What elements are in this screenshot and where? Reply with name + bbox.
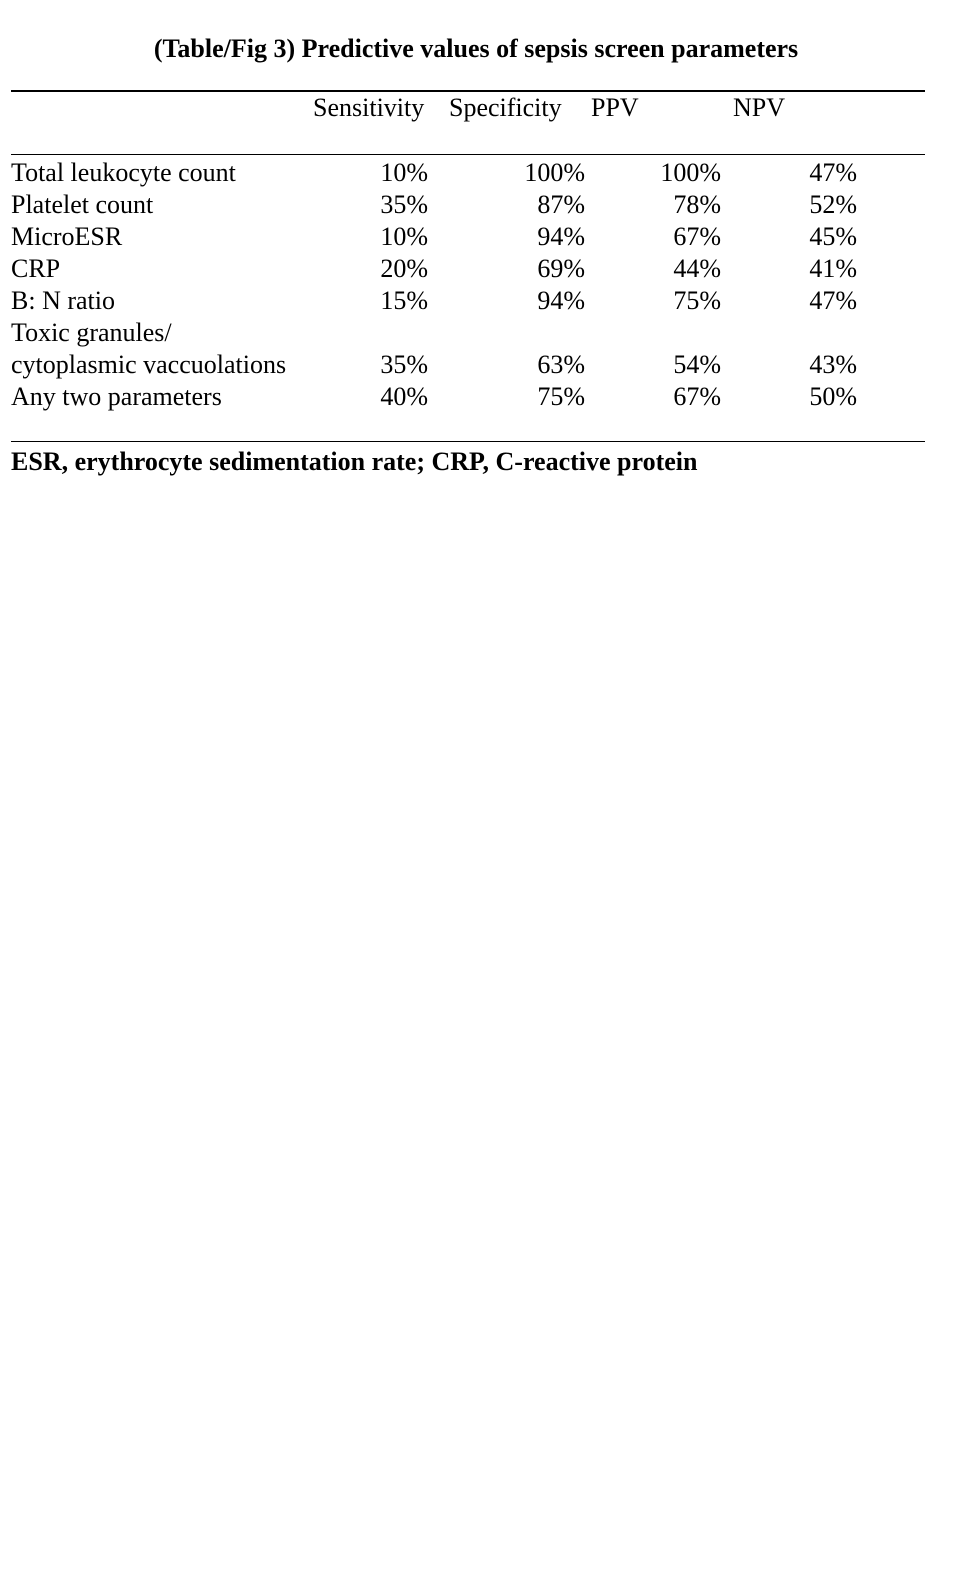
npv-cell: 47%	[809, 286, 857, 315]
header-rule	[11, 154, 925, 155]
row-label: Toxic granules/	[11, 318, 172, 347]
sensitivity-cell: 15%	[380, 286, 428, 315]
row-label: Platelet count	[11, 190, 154, 219]
header-npv: NPV	[733, 93, 786, 122]
npv-cell: 43%	[809, 350, 857, 379]
footnote: ESR, erythrocyte sedimentation rate; CRP, C-reactive protein	[11, 447, 698, 476]
table-title: (Table/Fig 3) Predictive values of sepsis screen parameters	[153, 34, 799, 63]
specificity-cell: 63%	[537, 350, 585, 379]
sensitivity-cell: 35%	[380, 190, 428, 219]
row-label: MicroESR	[11, 222, 123, 251]
ppv-cell: 75%	[673, 286, 721, 315]
ppv-cell: 44%	[673, 254, 721, 283]
specificity-cell: 69%	[537, 254, 585, 283]
bottom-rule	[11, 441, 925, 442]
row-label: cytoplasmic vaccuolations	[11, 350, 287, 379]
ppv-cell: 78%	[673, 190, 721, 219]
specificity-cell: 94%	[537, 222, 585, 251]
specificity-cell: 94%	[537, 286, 585, 315]
npv-cell: 47%	[809, 158, 857, 187]
sensitivity-cell: 35%	[380, 350, 428, 379]
row-label: B: N ratio	[11, 286, 115, 315]
header-specificity: Specificity	[449, 93, 562, 122]
sensitivity-cell: 20%	[380, 254, 428, 283]
npv-cell: 41%	[809, 254, 857, 283]
ppv-cell: 100%	[660, 158, 721, 187]
sensitivity-cell: 40%	[380, 382, 428, 411]
specificity-cell: 75%	[537, 382, 585, 411]
sensitivity-cell: 10%	[380, 158, 428, 187]
row-label: Total leukocyte count	[11, 158, 236, 187]
npv-cell: 45%	[809, 222, 857, 251]
ppv-cell: 67%	[673, 222, 721, 251]
ppv-cell: 54%	[673, 350, 721, 379]
specificity-cell: 87%	[537, 190, 585, 219]
specificity-cell: 100%	[524, 158, 585, 187]
header-sensitivity: Sensitivity	[313, 93, 425, 122]
sensitivity-cell: 10%	[380, 222, 428, 251]
row-label: CRP	[11, 254, 61, 283]
row-label: Any two parameters	[11, 382, 222, 411]
npv-cell: 52%	[809, 190, 857, 219]
ppv-cell: 67%	[673, 382, 721, 411]
npv-cell: 50%	[809, 382, 857, 411]
header-ppv: PPV	[591, 93, 639, 122]
